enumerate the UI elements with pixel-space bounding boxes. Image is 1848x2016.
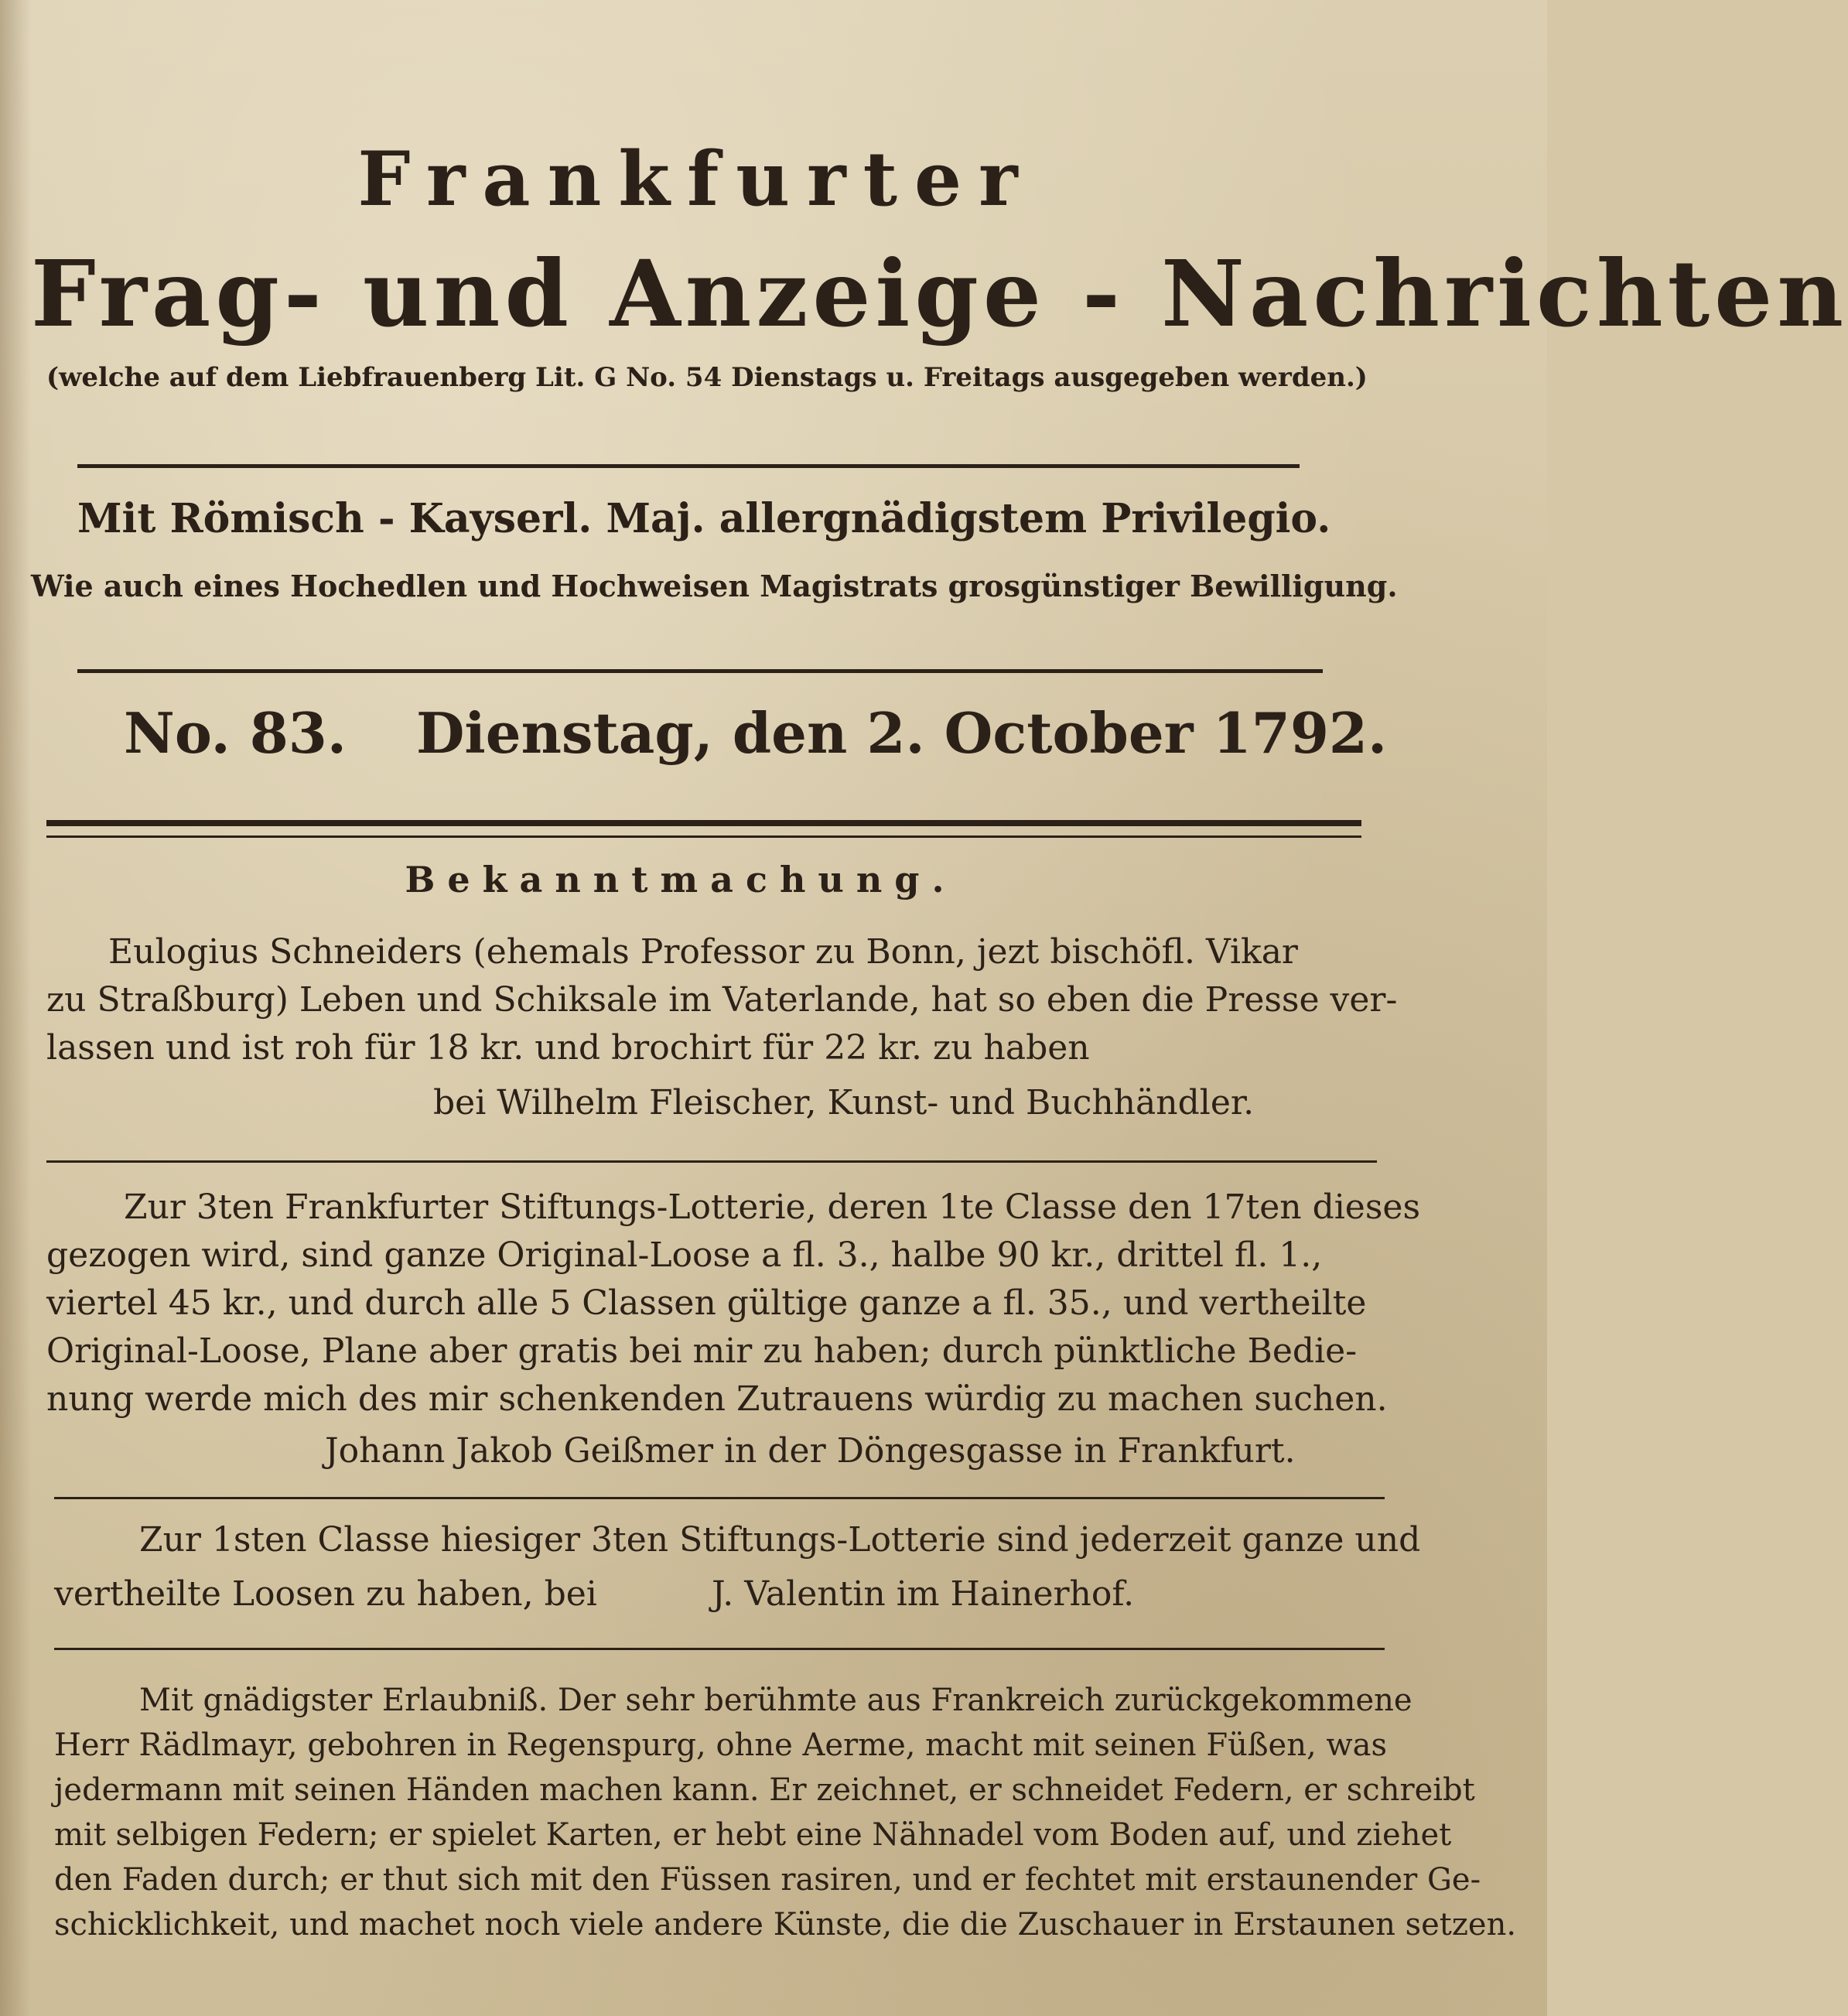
- rule-3-double-bottom: [46, 835, 1361, 838]
- privilege-line: Mit Römisch - Kayserl. Maj. allergnädigstem Privilegio.: [77, 495, 1331, 542]
- masthead-title-line2: Frag- und Anzeige - Nachrichten: [31, 240, 1848, 347]
- rule-4: [46, 1160, 1377, 1163]
- notice-3-line-1: Zur 1sten Classe hiesiger 3ten Stiftungs-Lotterie sind jederzeit ganze und: [139, 1520, 1421, 1560]
- notice-3-line-2: vertheilte Loosen zu haben, bei: [54, 1574, 597, 1614]
- notice-heading: Bekanntmachung.: [405, 859, 957, 900]
- notice-2-line-2: gezogen wird, sind ganze Original-Loose a fl. 3., halbe 90 kr., drittel fl. 1.,: [46, 1235, 1323, 1275]
- notice-2-line-5: nung werde mich des mir schenkenden Zutrauens würdig zu machen suchen.: [46, 1379, 1388, 1419]
- notice-4-line-6: schicklichkeit, und machet noch viele andere Künste, die die Zuschauer in Erstaunen setzen.: [54, 1907, 1517, 1943]
- rule-5: [54, 1497, 1385, 1499]
- notice-4-line-1: Mit gnädigster Erlaubniß. Der sehr berühmte aus Frankreich zurückgekommene: [139, 1683, 1412, 1718]
- issue-date: Dienstag, den 2. October 1792.: [415, 700, 1388, 766]
- rule-3-double-top: [46, 820, 1361, 826]
- notice-4-line-3: jedermann mit seinen Händen machen kann. Er zeichnet, er schneidet Federn, er schreibt: [54, 1772, 1475, 1808]
- notice-2-line-3: viertel 45 kr., und durch alle 5 Classen gültige ganze a fl. 35., und vertheilte: [46, 1283, 1367, 1323]
- notice-1-signature: bei Wilhelm Fleischer, Kunst- und Buchhändler.: [433, 1083, 1255, 1122]
- notice-2-signature: Johann Jakob Geißmer in der Döngesgasse in Frankfurt.: [325, 1431, 1296, 1471]
- notice-1-line-2: zu Straßburg) Leben und Schiksale im Vaterlande, hat so eben die Presse ver-: [46, 980, 1398, 1020]
- notice-4-line-5: den Faden durch; er thut sich mit den Füssen rasiren, und er fechtet mit erstaunender Ge-: [54, 1862, 1481, 1898]
- notice-2-line-4: Original-Loose, Plane aber gratis bei mir zu haben; durch pünktliche Bedie-: [46, 1331, 1358, 1371]
- approval-line: Wie auch eines Hochedlen und Hochweisen Magistrats grosgünstiger Bewilligung.: [31, 569, 1398, 603]
- rule-2: [77, 669, 1323, 673]
- issue-number: No. 83.: [124, 700, 347, 766]
- notice-2-line-1: Zur 3ten Frankfurter Stiftungs-Lotterie, deren 1te Classe den 17ten dieses: [124, 1187, 1421, 1227]
- masthead-subtitle: (welche auf dem Liebfrauenberg Lit. G No. 54 Dienstags u. Freitags ausgegeben werden.): [46, 362, 1368, 393]
- masthead-title-line1: Frankfurter: [357, 135, 1035, 223]
- notice-4-line-2: Herr Rädlmayr, gebohren in Regenspurg, ohne Aerme, macht mit seinen Füßen, was: [54, 1727, 1388, 1763]
- rule-1: [77, 464, 1300, 468]
- notice-3-signature: J. Valentin im Hainerhof.: [712, 1574, 1135, 1614]
- issue-line: [124, 700, 1388, 766]
- notice-4-line-4: mit selbigen Federn; er spielet Karten, er hebt eine Nähnadel vom Boden auf, und ziehet: [54, 1817, 1452, 1853]
- notice-1-line-3: lassen und ist roh für 18 kr. und brochirt für 22 kr. zu haben: [46, 1028, 1090, 1068]
- rule-6: [54, 1648, 1385, 1650]
- page-edge-shadow: [0, 0, 31, 2016]
- notice-1-line-1: Eulogius Schneiders (ehemals Professor zu Bonn, jezt bischöfl. Vikar: [108, 932, 1298, 972]
